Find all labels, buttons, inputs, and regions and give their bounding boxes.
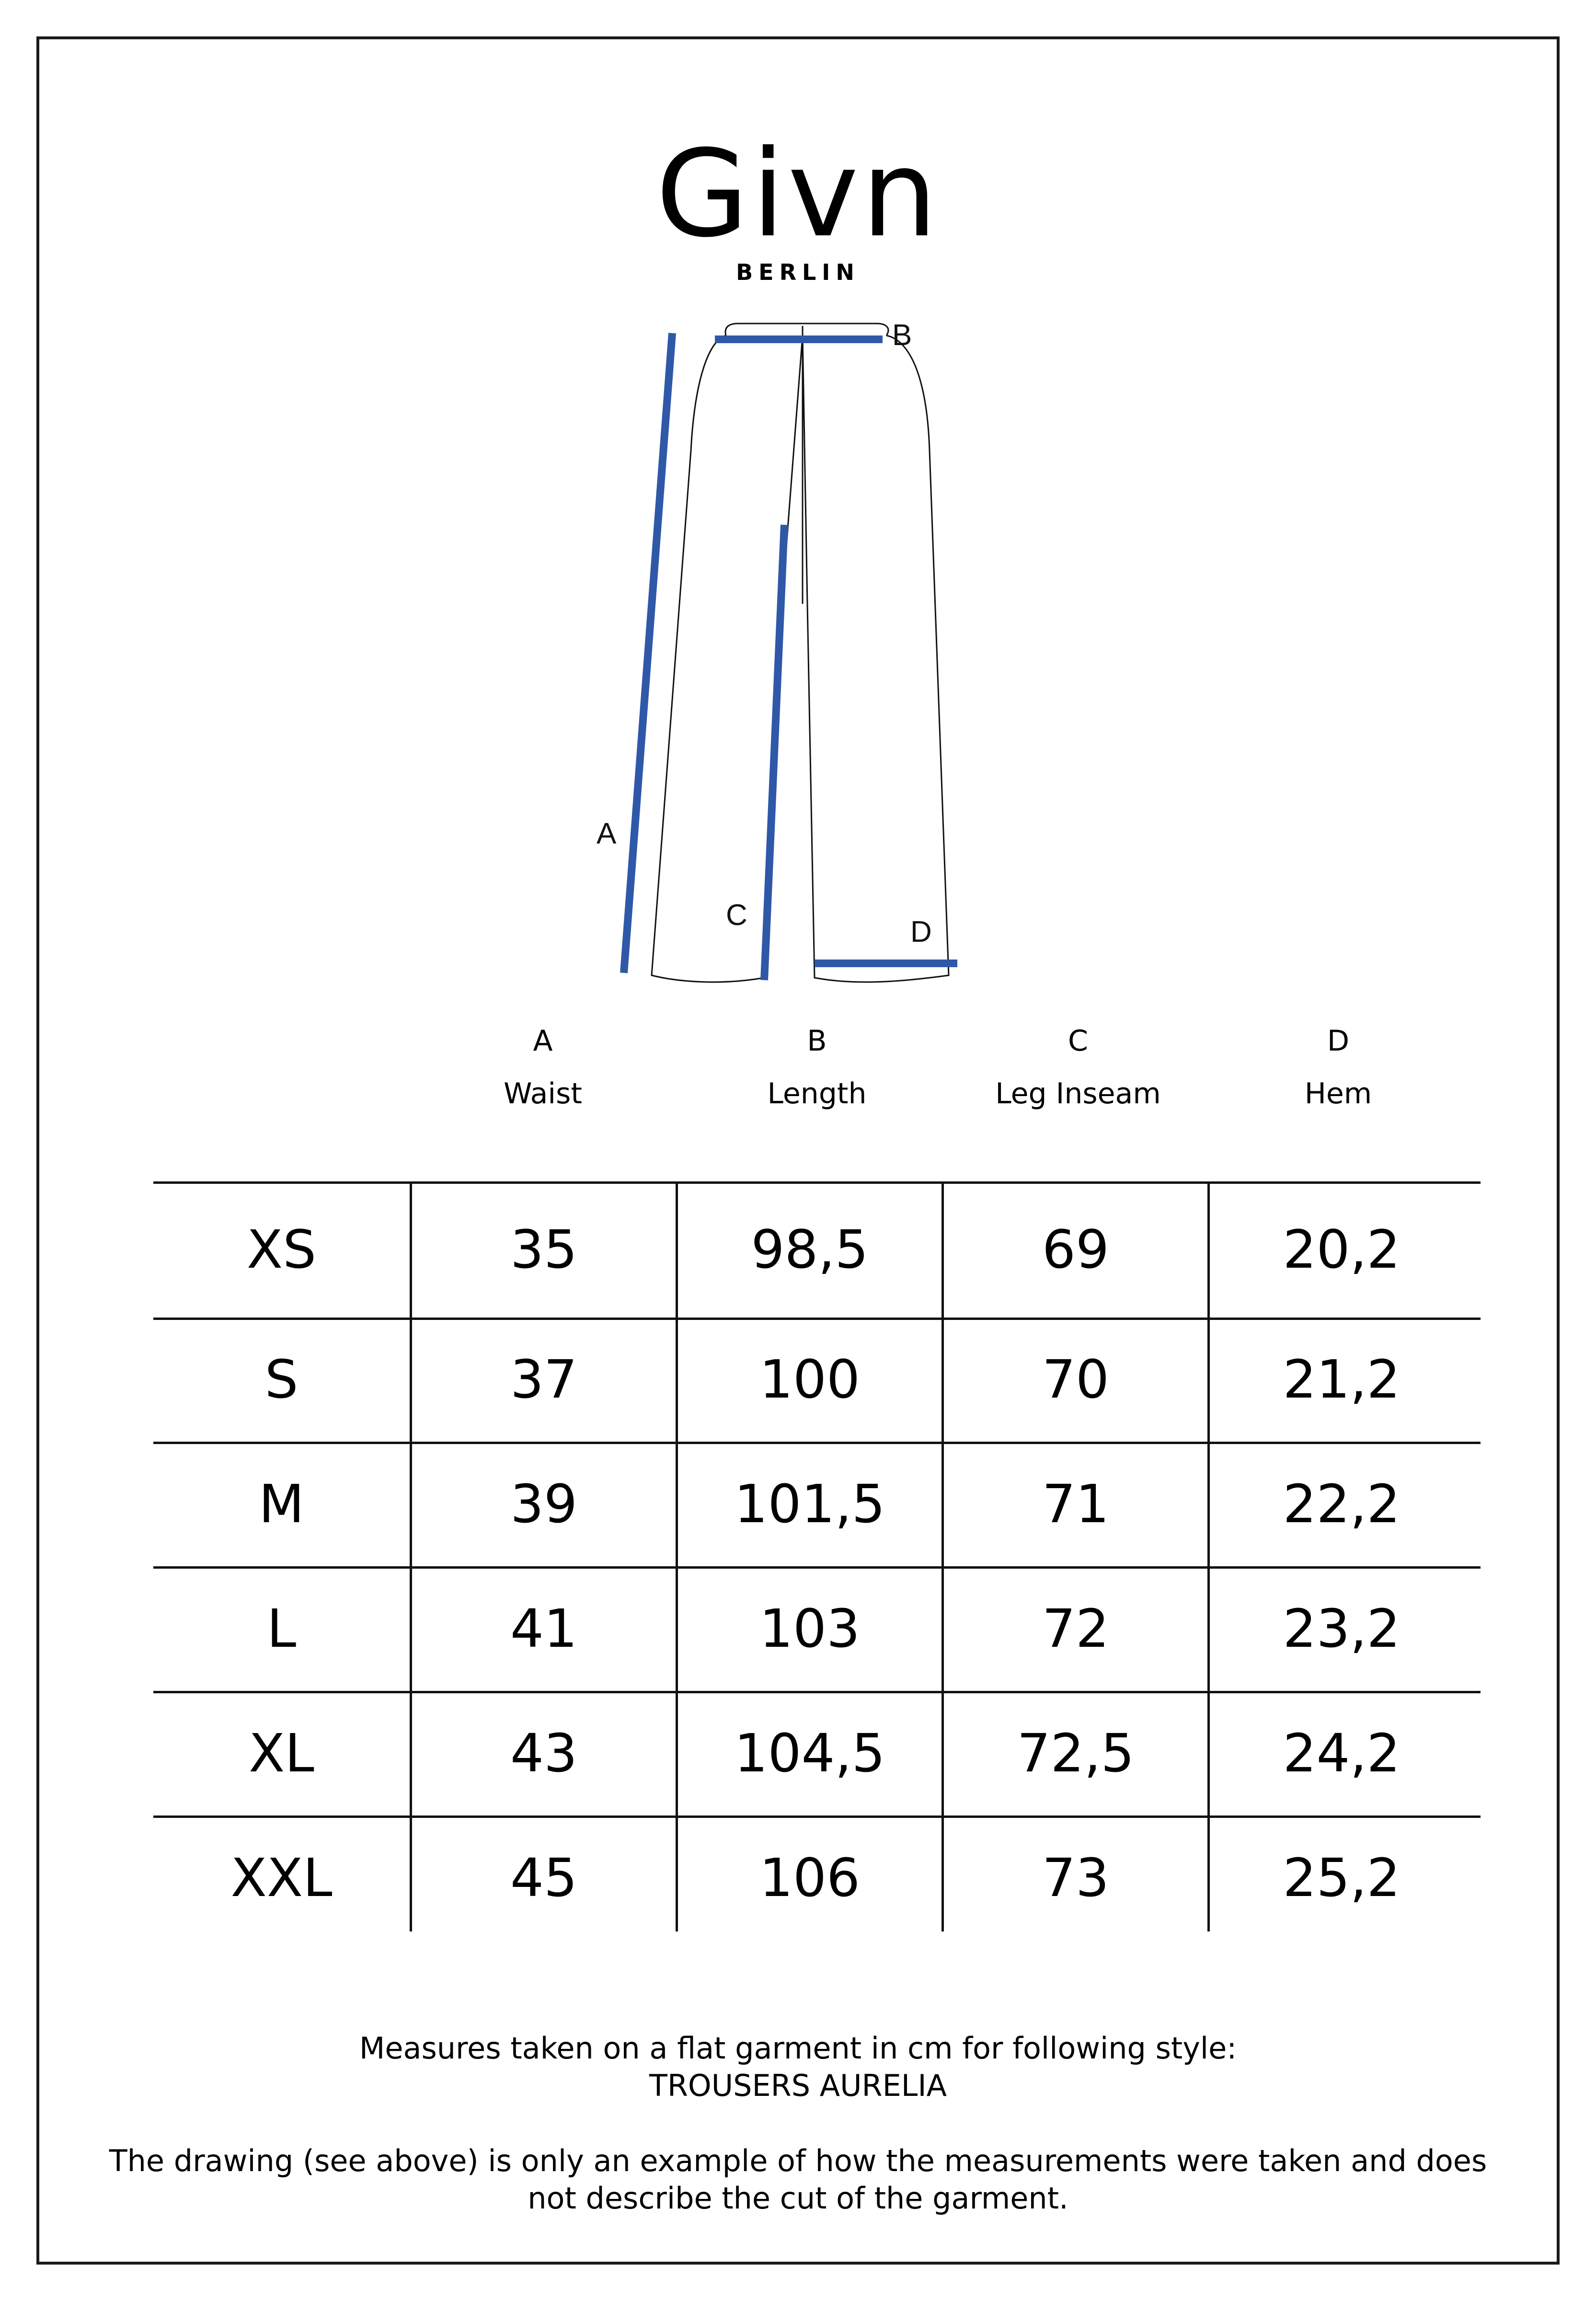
- table-column-divider: [410, 1181, 412, 1931]
- column-header-b-letter: B: [807, 1024, 827, 1058]
- table-rule: [153, 1181, 1481, 1184]
- size-label-xxl: XXL: [230, 1847, 333, 1908]
- column-header-a-letter: A: [533, 1024, 553, 1058]
- measure-line-c: [764, 525, 784, 980]
- column-header-d-name: Hem: [1304, 1077, 1372, 1110]
- cell-m-waist: 39: [510, 1473, 577, 1535]
- footer-style-name: TROUSERS AURELIA: [649, 2068, 947, 2103]
- cell-s-inseam: 70: [1042, 1349, 1109, 1410]
- cell-xl-length: 104,5: [734, 1723, 885, 1784]
- waistband-outline: [725, 324, 888, 335]
- trousers-measurement-diagram: [565, 307, 997, 997]
- cell-m-length: 101,5: [734, 1473, 885, 1535]
- column-header-b-name: Length: [767, 1077, 867, 1110]
- measure-line-a: [624, 333, 672, 973]
- size-label-m: M: [259, 1473, 304, 1535]
- trousers-outline-right-leg: [803, 335, 949, 982]
- table-column-divider: [942, 1181, 944, 1931]
- cell-xxl-length: 106: [759, 1847, 860, 1908]
- table-column-divider: [1207, 1181, 1210, 1931]
- cell-xs-length: 98,5: [751, 1219, 869, 1280]
- cell-xl-waist: 43: [510, 1723, 577, 1784]
- table-rule: [153, 1566, 1481, 1569]
- cell-m-inseam: 71: [1042, 1473, 1109, 1535]
- size-label-s: S: [264, 1349, 299, 1410]
- cell-xl-hem: 24,2: [1283, 1723, 1401, 1784]
- cell-xxl-inseam: 73: [1042, 1847, 1109, 1908]
- diagram-label-b: B: [892, 319, 912, 352]
- brand-logo: Givn: [655, 124, 941, 264]
- footer-drawing-note-line2: not describe the cut of the garment.: [528, 2181, 1068, 2216]
- table-rule: [153, 1815, 1481, 1818]
- cell-l-length: 103: [759, 1598, 860, 1659]
- size-label-l: L: [266, 1598, 297, 1659]
- column-header-d-letter: D: [1327, 1024, 1350, 1058]
- diagram-label-d: D: [910, 915, 932, 948]
- cell-s-length: 100: [759, 1349, 860, 1410]
- table-column-divider: [676, 1181, 678, 1931]
- footer-measures-note: Measures taken on a flat garment in cm for following style:: [359, 2031, 1237, 2066]
- cell-l-hem: 23,2: [1283, 1598, 1401, 1659]
- footer-drawing-note-line1: The drawing (see above) is only an example of how the measurements were taken and does: [109, 2143, 1487, 2178]
- column-header-c-letter: C: [1068, 1024, 1088, 1058]
- cell-xxl-hem: 25,2: [1283, 1847, 1401, 1908]
- cell-xs-inseam: 69: [1042, 1219, 1109, 1280]
- cell-l-inseam: 72: [1042, 1598, 1109, 1659]
- cell-m-hem: 22,2: [1283, 1473, 1401, 1535]
- size-label-xs: XS: [246, 1219, 317, 1280]
- size-label-xl: XL: [249, 1723, 314, 1784]
- cell-xxl-waist: 45: [510, 1847, 577, 1908]
- cell-xs-hem: 20,2: [1283, 1219, 1401, 1280]
- cell-xl-inseam: 72,5: [1017, 1723, 1135, 1784]
- column-header-c-name: Leg Inseam: [995, 1077, 1161, 1110]
- brand-location: BERLIN: [736, 259, 860, 285]
- cell-xs-waist: 35: [510, 1219, 577, 1280]
- table-rule: [153, 1318, 1481, 1320]
- diagram-label-c: C: [726, 899, 747, 932]
- cell-s-waist: 37: [510, 1349, 577, 1410]
- column-header-a-name: Waist: [504, 1077, 582, 1110]
- table-rule: [153, 1691, 1481, 1693]
- cell-s-hem: 21,2: [1283, 1349, 1401, 1410]
- cell-l-waist: 41: [510, 1598, 577, 1659]
- diagram-label-a: A: [597, 817, 617, 850]
- table-rule: [153, 1442, 1481, 1444]
